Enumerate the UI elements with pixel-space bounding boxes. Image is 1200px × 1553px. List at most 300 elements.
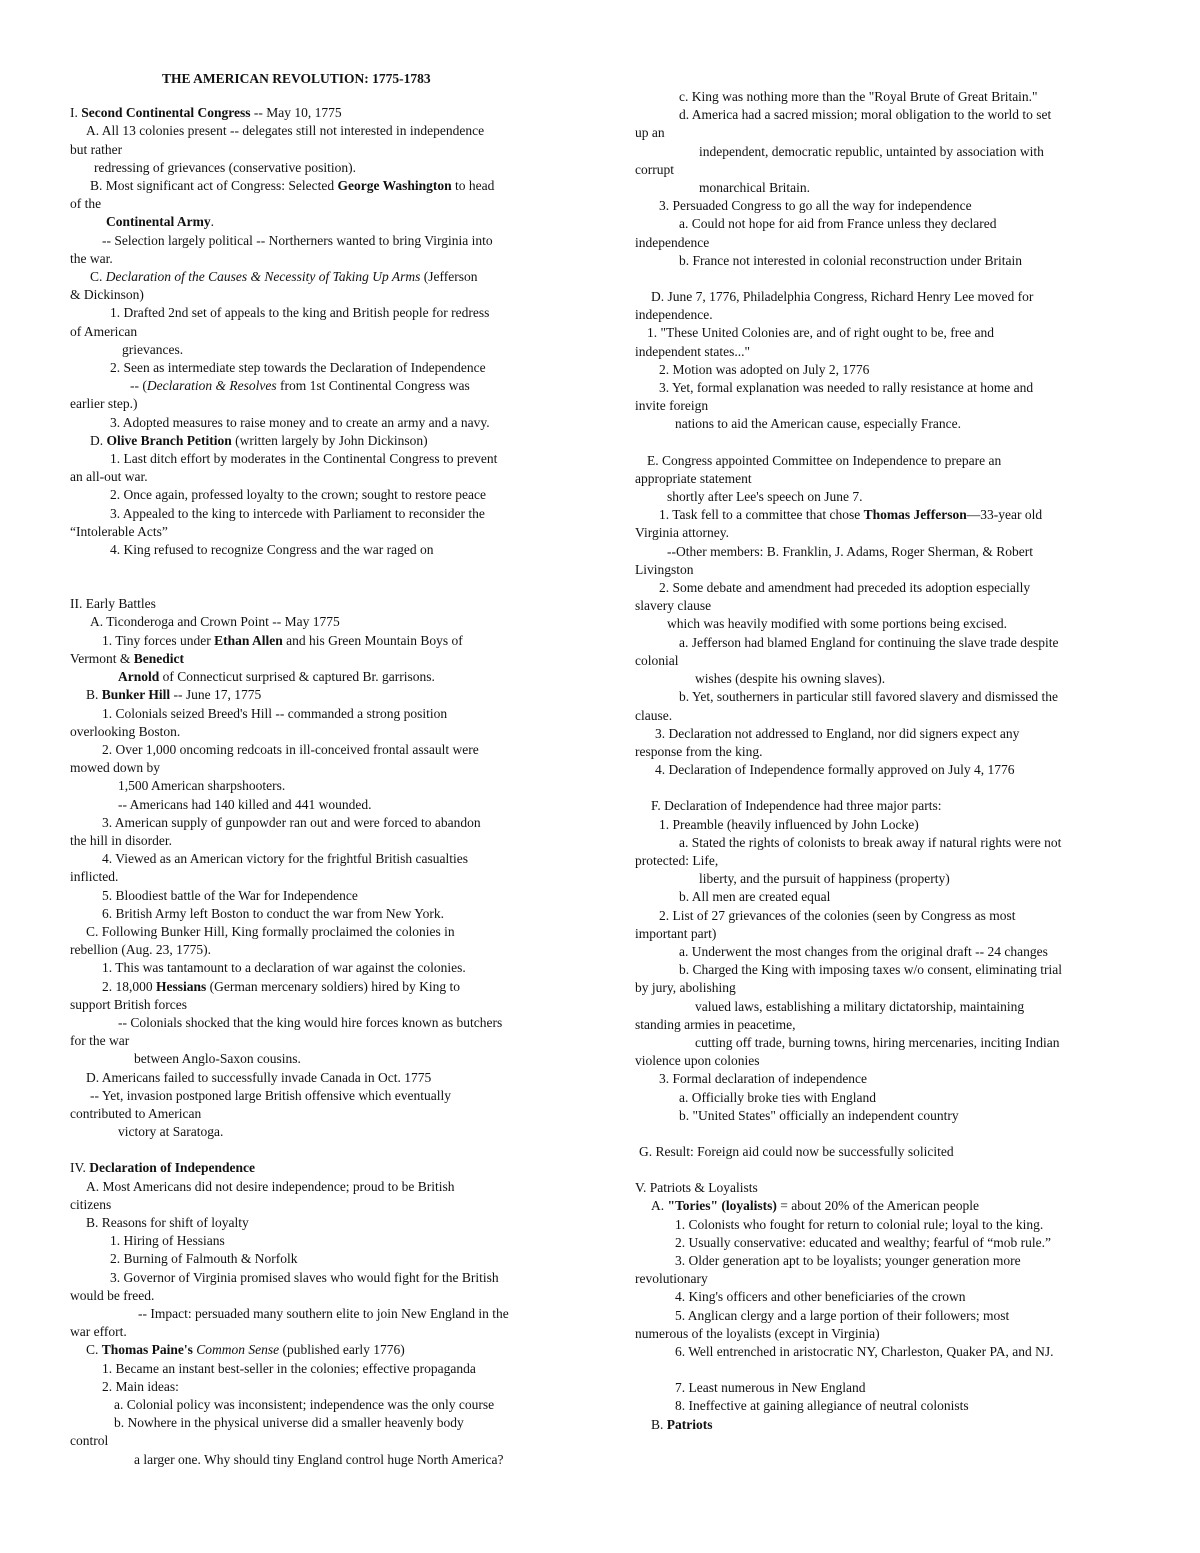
left-outline-line: [70, 777, 565, 795]
left-outline-line: [70, 377, 565, 395]
left-outline-line: [70, 141, 565, 159]
right-outline-line: [635, 561, 1135, 579]
line-text: (German mercenary soldiers) hired by King to: [206, 978, 461, 994]
right-outline-line: [635, 288, 1135, 306]
blank-line: [635, 1125, 1135, 1143]
line-text: b. "United States" officially an independent country: [679, 1107, 959, 1123]
line-text: wishes (despite his owning slaves).: [695, 671, 886, 687]
line-text: B.: [86, 687, 102, 703]
left-outline-line: [70, 868, 565, 886]
line-text: revolutionary: [635, 1271, 708, 1287]
left-outline-line: [70, 486, 565, 504]
left-outline-line: [70, 1269, 565, 1287]
right-outline-line: [635, 1089, 1135, 1107]
line-text: 1. Drafted 2nd set of appeals to the king and British people for redress: [110, 305, 490, 321]
left-outline-line: [70, 613, 565, 631]
left-column-lines: [70, 104, 565, 1469]
line-text: B. Reasons for shift of loyalty: [86, 1214, 249, 1230]
line-text: earlier step.): [70, 396, 138, 412]
right-outline-line: [635, 1016, 1135, 1034]
right-outline-line: [635, 324, 1135, 342]
left-outline-line: [70, 414, 565, 432]
line-text: war effort.: [70, 1324, 127, 1340]
line-text: B.: [651, 1416, 667, 1432]
left-outline-line: [70, 1250, 565, 1268]
line-text: D. Americans failed to successfully invade Canada in Oct. 1775: [86, 1069, 432, 1085]
line-text: valued laws, establishing a military dictatorship, maintaining: [695, 998, 1025, 1014]
line-text: a larger one. Why should tiny England control huge North America?: [134, 1451, 504, 1467]
left-outline-line: [70, 1014, 565, 1032]
bold-term: Ethan Allen: [214, 632, 283, 648]
blank-line: [635, 270, 1135, 288]
line-text: 4. King refused to recognize Congress and the war raged on: [110, 542, 434, 558]
line-text: 3. Governor of Virginia promised slaves who would fight for the British: [110, 1269, 499, 1285]
line-text: independent states...": [635, 343, 750, 359]
left-outline-line: [70, 395, 565, 413]
line-text: 3. Persuaded Congress to go all the way for independence: [659, 198, 972, 214]
line-text: by jury, abolishing: [635, 980, 736, 996]
left-outline-line: [70, 104, 565, 122]
right-outline-line: [635, 470, 1135, 488]
left-outline-line: [70, 159, 565, 177]
left-outline-line: [70, 1378, 565, 1396]
left-outline-line: [70, 250, 565, 268]
line-text: IV.: [70, 1160, 90, 1176]
italic-title: Declaration & Resolves: [146, 378, 277, 394]
left-outline-line: [70, 595, 565, 613]
line-text: C. Following Bunker Hill, King formally proclaimed the colonies in: [86, 923, 455, 939]
left-outline-line: [70, 1159, 565, 1177]
left-outline-line: [70, 286, 565, 304]
line-text: invite foreign: [635, 398, 709, 414]
right-outline-line: [635, 1343, 1135, 1361]
line-text: support British forces: [70, 996, 187, 1012]
right-outline-line: [635, 1252, 1135, 1270]
left-outline-line: [70, 432, 565, 450]
line-text: colonial: [635, 652, 679, 668]
right-outline-line: [635, 943, 1135, 961]
line-text: E. Congress appointed Committee on Independence to prepare an: [647, 452, 1002, 468]
right-outline-line: [635, 761, 1135, 779]
line-text: violence upon colonies: [635, 1053, 760, 1069]
line-text: b. France not interested in colonial reconstruction under Britain: [679, 252, 1023, 268]
line-text: 8. Ineffective at gaining allegiance of neutral colonists: [675, 1398, 969, 1414]
left-outline-line: [70, 122, 565, 140]
left-outline-line: [70, 650, 565, 668]
right-outline-line: [635, 215, 1135, 233]
right-outline-line: [635, 961, 1135, 979]
line-text: liberty, and the pursuit of happiness (property): [699, 871, 950, 887]
line-text: up an: [635, 125, 665, 141]
left-outline-line: [70, 505, 565, 523]
line-text: 3. Adopted measures to raise money and to create an army and a navy.: [110, 414, 490, 430]
line-text: nations to aid the American cause, especially France.: [675, 416, 962, 432]
line-text: 3. Formal declaration of independence: [659, 1071, 868, 1087]
line-text: 1. Task fell to a committee that chose: [659, 507, 864, 523]
line-text: 2. 18,000: [102, 978, 156, 994]
line-text: II. Early Battles: [70, 596, 156, 612]
left-outline-line: [70, 887, 565, 905]
line-text: b. Charged the King with imposing taxes w/o consent, eliminating trial: [679, 962, 1062, 978]
right-outline-line: [635, 652, 1135, 670]
bold-term: George Washington: [337, 178, 452, 194]
line-text: 2. Seen as intermediate step towards the Declaration of Independence: [110, 360, 486, 376]
left-outline-line: [70, 1323, 565, 1341]
line-text: of the: [70, 196, 102, 212]
bold-term: Thomas Jefferson: [863, 507, 967, 523]
right-outline-line: [635, 688, 1135, 706]
line-text: shortly after Lee's speech on June 7.: [667, 489, 863, 505]
line-text: important part): [635, 925, 717, 941]
line-text: of Connecticut surprised & captured Br. garrisons.: [159, 669, 435, 685]
right-outline-line: [635, 1270, 1135, 1288]
line-text: cutting off trade, burning towns, hiring mercenaries, inciting Indian: [695, 1034, 1060, 1050]
line-text: mowed down by: [70, 760, 160, 776]
bold-term: Benedict: [133, 650, 184, 666]
blank-line: [635, 1161, 1135, 1179]
line-text: independence: [635, 234, 710, 250]
left-outline-line: [70, 723, 565, 741]
left-outline-line: [70, 1087, 565, 1105]
left-outline-line: [70, 1105, 565, 1123]
line-text: but rather: [70, 141, 123, 157]
line-text: which was heavily modified with some portions being excised.: [667, 616, 1008, 632]
right-outline-line: [635, 1307, 1135, 1325]
left-outline-line: [70, 1123, 565, 1141]
left-outline-line: [70, 996, 565, 1014]
line-text: would be freed.: [70, 1287, 155, 1303]
right-outline-line: [635, 415, 1135, 433]
line-text: -- Americans had 140 killed and 441 wounded.: [118, 796, 372, 812]
line-text: a. Could not hope for aid from France unless they declared: [679, 216, 997, 232]
line-text: & Dickinson): [70, 287, 144, 303]
right-outline-line: [635, 143, 1135, 161]
left-outline-line: [70, 759, 565, 777]
right-outline-line: [635, 979, 1135, 997]
right-outline-line: [635, 579, 1135, 597]
bold-term: Thomas Paine's: [101, 1342, 193, 1358]
line-text: 2. Motion was adopted on July 2, 1776: [659, 361, 870, 377]
line-text: 1. Became an instant best-seller in the colonies; effective propaganda: [102, 1360, 476, 1376]
blank-line: [635, 434, 1135, 452]
bold-term: Olive Branch Petition: [106, 432, 232, 448]
right-outline-line: [635, 379, 1135, 397]
bold-term: Hessians: [156, 978, 207, 994]
blank-line: [70, 1141, 565, 1159]
right-outline-line: [635, 1107, 1135, 1125]
right-outline-line: [635, 925, 1135, 943]
left-outline-line: [70, 941, 565, 959]
left-outline-line: [70, 905, 565, 923]
line-text: 3. Appealed to the king to intercede with Parliament to reconsider the: [110, 505, 485, 521]
line-text: 6. Well entrenched in aristocratic NY, Charleston, Quaker PA, and NJ.: [675, 1344, 1054, 1359]
left-outline-line: [70, 213, 565, 231]
line-text: grievances.: [122, 341, 184, 357]
line-text: = about 20% of the American people: [776, 1198, 980, 1214]
line-text: “Intolerable Acts”: [70, 523, 168, 539]
right-outline-line: [635, 88, 1135, 106]
line-text: b. All men are created equal: [679, 889, 831, 905]
right-outline-line: [635, 707, 1135, 725]
line-text: corrupt: [635, 161, 674, 177]
blank-line: [70, 577, 565, 595]
line-text: D. June 7, 1776, Philadelphia Congress, Richard Henry Lee moved for: [651, 289, 1034, 305]
left-outline-line: [70, 978, 565, 996]
right-outline-line: [635, 907, 1135, 925]
left-outline-line: [70, 832, 565, 850]
line-text: 1. Hiring of Hessians: [110, 1233, 225, 1249]
left-outline-line: [70, 323, 565, 341]
left-outline-line: [70, 1214, 565, 1232]
left-outline-line: [70, 1305, 565, 1323]
right-outline-line: [635, 743, 1135, 761]
left-outline-line: [70, 1341, 565, 1359]
bold-term: Bunker Hill: [101, 687, 171, 703]
line-text: 5. Anglican clergy and a large portion of their followers; most: [675, 1307, 1010, 1323]
line-text: a. Officially broke ties with England: [679, 1089, 876, 1105]
blank-line: [635, 779, 1135, 797]
left-outline-line: [70, 686, 565, 704]
right-outline-line: [635, 1216, 1135, 1234]
line-text: B. Most significant act of Congress: Selected: [90, 178, 338, 194]
line-text: A. Ticonderoga and Crown Point -- May 1775: [90, 614, 340, 630]
line-text: of American: [70, 323, 138, 339]
right-outline-line: [635, 343, 1135, 361]
right-outline-line: [635, 506, 1135, 524]
line-text: standing armies in peacetime,: [635, 1016, 796, 1032]
left-outline-line: [70, 1178, 565, 1196]
line-text: appropriate statement: [635, 470, 752, 486]
line-text: 1. Last ditch effort by moderates in the Continental Congress to prevent: [110, 451, 498, 467]
line-text: 7. Least numerous in New England: [675, 1380, 866, 1396]
bold-term: Continental Army: [106, 214, 211, 230]
left-outline-line: [70, 523, 565, 541]
line-text: inflicted.: [70, 869, 119, 885]
line-text: response from the king.: [635, 743, 763, 759]
right-outline-line: [635, 1034, 1135, 1052]
left-outline-line: [70, 796, 565, 814]
line-text: C.: [86, 1342, 102, 1358]
right-column: [635, 88, 1135, 1434]
line-text: C.: [90, 269, 106, 285]
left-outline-line: [70, 450, 565, 468]
line-text: (Jefferson: [420, 269, 478, 285]
line-text: 1,500 American sharpshooters.: [118, 778, 286, 794]
line-text: an all-out war.: [70, 469, 148, 485]
line-text: 3. Yet, formal explanation was needed to rally resistance at home and: [659, 380, 1034, 396]
right-outline-line: [635, 1379, 1135, 1397]
line-text: -- (: [130, 378, 147, 394]
left-outline-line: [70, 1432, 565, 1450]
line-text: Livingston: [635, 561, 694, 577]
line-text: victory at Saratoga.: [118, 1124, 224, 1140]
line-text: protected: Life,: [635, 852, 719, 868]
line-text: 2. Once again, professed loyalty to the crown; sought to restore peace: [110, 487, 487, 503]
left-outline-line: [70, 705, 565, 723]
left-outline-line: [70, 741, 565, 759]
line-text: 1. Colonists who fought for return to colonial rule; loyal to the king.: [675, 1216, 1044, 1232]
bold-term: Patriots: [666, 1416, 713, 1432]
left-outline-line: [70, 632, 565, 650]
left-outline-line: [70, 959, 565, 977]
line-text: clause.: [635, 707, 673, 723]
left-outline-line: [70, 304, 565, 322]
right-outline-line: [635, 543, 1135, 561]
line-text: 2. Burning of Falmouth & Norfolk: [110, 1251, 298, 1267]
line-text: a. Jefferson had blamed England for continuing the slave trade despite: [679, 634, 1059, 650]
right-outline-line: [635, 179, 1135, 197]
line-text: -- Selection largely political -- Northerners wanted to bring Virginia into: [102, 232, 493, 248]
right-outline-line: [635, 1234, 1135, 1252]
right-outline-line: [635, 452, 1135, 470]
line-text: Vermont &: [70, 650, 134, 666]
line-text: the hill in disorder.: [70, 832, 172, 848]
left-outline-line: [70, 359, 565, 377]
line-text: 2. List of 27 grievances of the colonies (seen by Congress as most: [659, 907, 1016, 923]
line-text: d. America had a sacred mission; moral obligation to the world to set: [679, 107, 1052, 123]
line-text: A.: [651, 1198, 668, 1214]
right-outline-line: [635, 161, 1135, 179]
line-text: 2. Main ideas:: [102, 1378, 179, 1394]
line-text: b. Nowhere in the physical universe did a smaller heavenly body: [114, 1415, 464, 1431]
right-outline-line: [635, 488, 1135, 506]
line-text: citizens: [70, 1196, 112, 1212]
line-text: 4. Declaration of Independence formally approved on July 4, 1776: [655, 762, 1015, 778]
right-outline-line: [635, 670, 1135, 688]
right-outline-line: [635, 1052, 1135, 1070]
line-text: control: [70, 1433, 109, 1449]
right-outline-line: [635, 1325, 1135, 1343]
left-outline-line: [70, 850, 565, 868]
left-outline-line: [70, 1396, 565, 1414]
bold-term: Arnold: [118, 669, 160, 685]
blank-line: [70, 559, 565, 577]
right-outline-line: [635, 725, 1135, 743]
right-column-lines: [635, 88, 1135, 1434]
line-text: 4. King's officers and other beneficiaries of the crown: [675, 1289, 966, 1305]
line-text: 2. Some debate and amendment had preceded its adoption especially: [659, 580, 1031, 596]
right-outline-line: [635, 306, 1135, 324]
right-outline-line: [635, 888, 1135, 906]
left-outline-line: [70, 814, 565, 832]
line-text: slavery clause: [635, 598, 712, 614]
line-text: redressing of grievances (conservative position).: [94, 159, 357, 175]
left-outline-line: [70, 177, 565, 195]
line-text: for the war: [70, 1033, 130, 1049]
line-text: a. Colonial policy was inconsistent; independence was the only course: [114, 1397, 495, 1413]
line-text: -- May 10, 1775: [250, 105, 342, 121]
left-outline-line: [70, 341, 565, 359]
line-text: 6. British Army left Boston to conduct the war from New York.: [102, 905, 444, 921]
page-title: THE AMERICAN REVOLUTION: 1775-1783: [162, 71, 431, 86]
left-outline-line: [70, 1360, 565, 1378]
right-outline-line: [635, 797, 1135, 815]
line-text: 1. Preamble (heavily influenced by John Locke): [659, 816, 919, 832]
right-outline-line: [635, 1143, 1135, 1161]
right-outline-line: [635, 870, 1135, 888]
line-text: (published early 1776): [279, 1342, 405, 1358]
line-text: -- June 17, 1775: [170, 687, 262, 703]
italic-title: Common Sense: [196, 1342, 280, 1358]
line-text: 5. Bloodiest battle of the War for Independence: [102, 887, 358, 903]
left-outline-line: [70, 1414, 565, 1432]
line-text: from 1st Continental Congress was: [276, 378, 470, 394]
left-outline-line: [70, 1232, 565, 1250]
right-outline-line: [635, 1288, 1135, 1306]
line-text: (written largely by John Dickinson): [231, 432, 428, 448]
blank-line: [635, 1361, 1135, 1379]
line-text: 4. Viewed as an American victory for the frightful British casualties: [102, 851, 468, 867]
bold-term: "Tories" (loyalists): [667, 1198, 777, 1214]
left-outline-line: [70, 1196, 565, 1214]
line-text: 1. "These United Colonies are, and of right ought to be, free and: [647, 325, 995, 341]
left-outline-line: [70, 1069, 565, 1087]
line-text: Virginia attorney.: [635, 525, 730, 541]
right-outline-line: [635, 397, 1135, 415]
right-outline-line: [635, 816, 1135, 834]
line-text: independent, democratic republic, untainted by association with: [699, 143, 1044, 159]
left-outline-line: [70, 1032, 565, 1050]
line-text: monarchical Britain.: [699, 180, 810, 196]
left-outline-line: [70, 468, 565, 486]
line-text: -- Yet, invasion postponed large British offensive which eventually: [90, 1087, 451, 1103]
left-outline-line: [70, 232, 565, 250]
line-text: a. Underwent the most changes from the original draft -- 24 changes: [679, 943, 1048, 959]
line-text: independence.: [635, 307, 713, 323]
line-text: c. King was nothing more than the "Royal Brute of Great Britain.": [679, 89, 1038, 104]
bold-term: Declaration of Independence: [89, 1160, 256, 1176]
line-text: and his Green Mountain Boys of: [282, 632, 463, 648]
line-text: I.: [70, 105, 82, 121]
line-text: -- Colonials shocked that the king would hire forces known as butchers: [118, 1014, 503, 1030]
line-text: -- Impact: persuaded many southern elite to join New England in the: [138, 1306, 509, 1321]
left-column: [70, 70, 565, 1469]
left-outline-line: [70, 923, 565, 941]
right-outline-line: [635, 998, 1135, 1016]
line-text: to head: [451, 178, 495, 194]
right-outline-line: [635, 597, 1135, 615]
right-outline-line: [635, 252, 1135, 270]
line-text: 1. This was tantamount to a declaration of war against the colonies.: [102, 960, 466, 976]
line-text: F. Declaration of Independence had three major parts:: [651, 798, 942, 814]
line-text: the war.: [70, 250, 113, 266]
right-outline-line: [635, 1197, 1135, 1215]
right-outline-line: [635, 197, 1135, 215]
line-text: 1. Tiny forces under: [102, 632, 215, 648]
left-outline-line: [70, 668, 565, 686]
line-text: between Anglo-Saxon cousins.: [134, 1051, 301, 1067]
line-text: rebellion (Aug. 23, 1775).: [70, 942, 211, 958]
right-outline-line: [635, 852, 1135, 870]
right-outline-line: [635, 1070, 1135, 1088]
left-outline-line: [70, 1287, 565, 1305]
line-text: A. All 13 colonies present -- delegates still not interested in independence: [86, 123, 485, 139]
right-outline-line: [635, 106, 1135, 124]
line-text: numerous of the loyalists (except in Virginia): [635, 1325, 880, 1341]
italic-title: Declaration of the Causes & Necessity of Taking Up Arms: [105, 269, 421, 285]
left-outline-line: [70, 1451, 565, 1469]
right-outline-line: [635, 1416, 1135, 1434]
line-text: b. Yet, southerners in particular still favored slavery and dismissed the: [679, 689, 1059, 705]
line-text: 3. American supply of gunpowder ran out and were forced to abandon: [102, 814, 481, 830]
right-outline-line: [635, 615, 1135, 633]
right-outline-line: [635, 361, 1135, 379]
line-text: 2. Over 1,000 oncoming redcoats in ill-conceived frontal assault were: [102, 741, 479, 757]
right-outline-line: [635, 1179, 1135, 1197]
right-outline-line: [635, 834, 1135, 852]
right-outline-line: [635, 234, 1135, 252]
line-text: 1. Colonials seized Breed's Hill -- commanded a strong position: [102, 705, 448, 721]
